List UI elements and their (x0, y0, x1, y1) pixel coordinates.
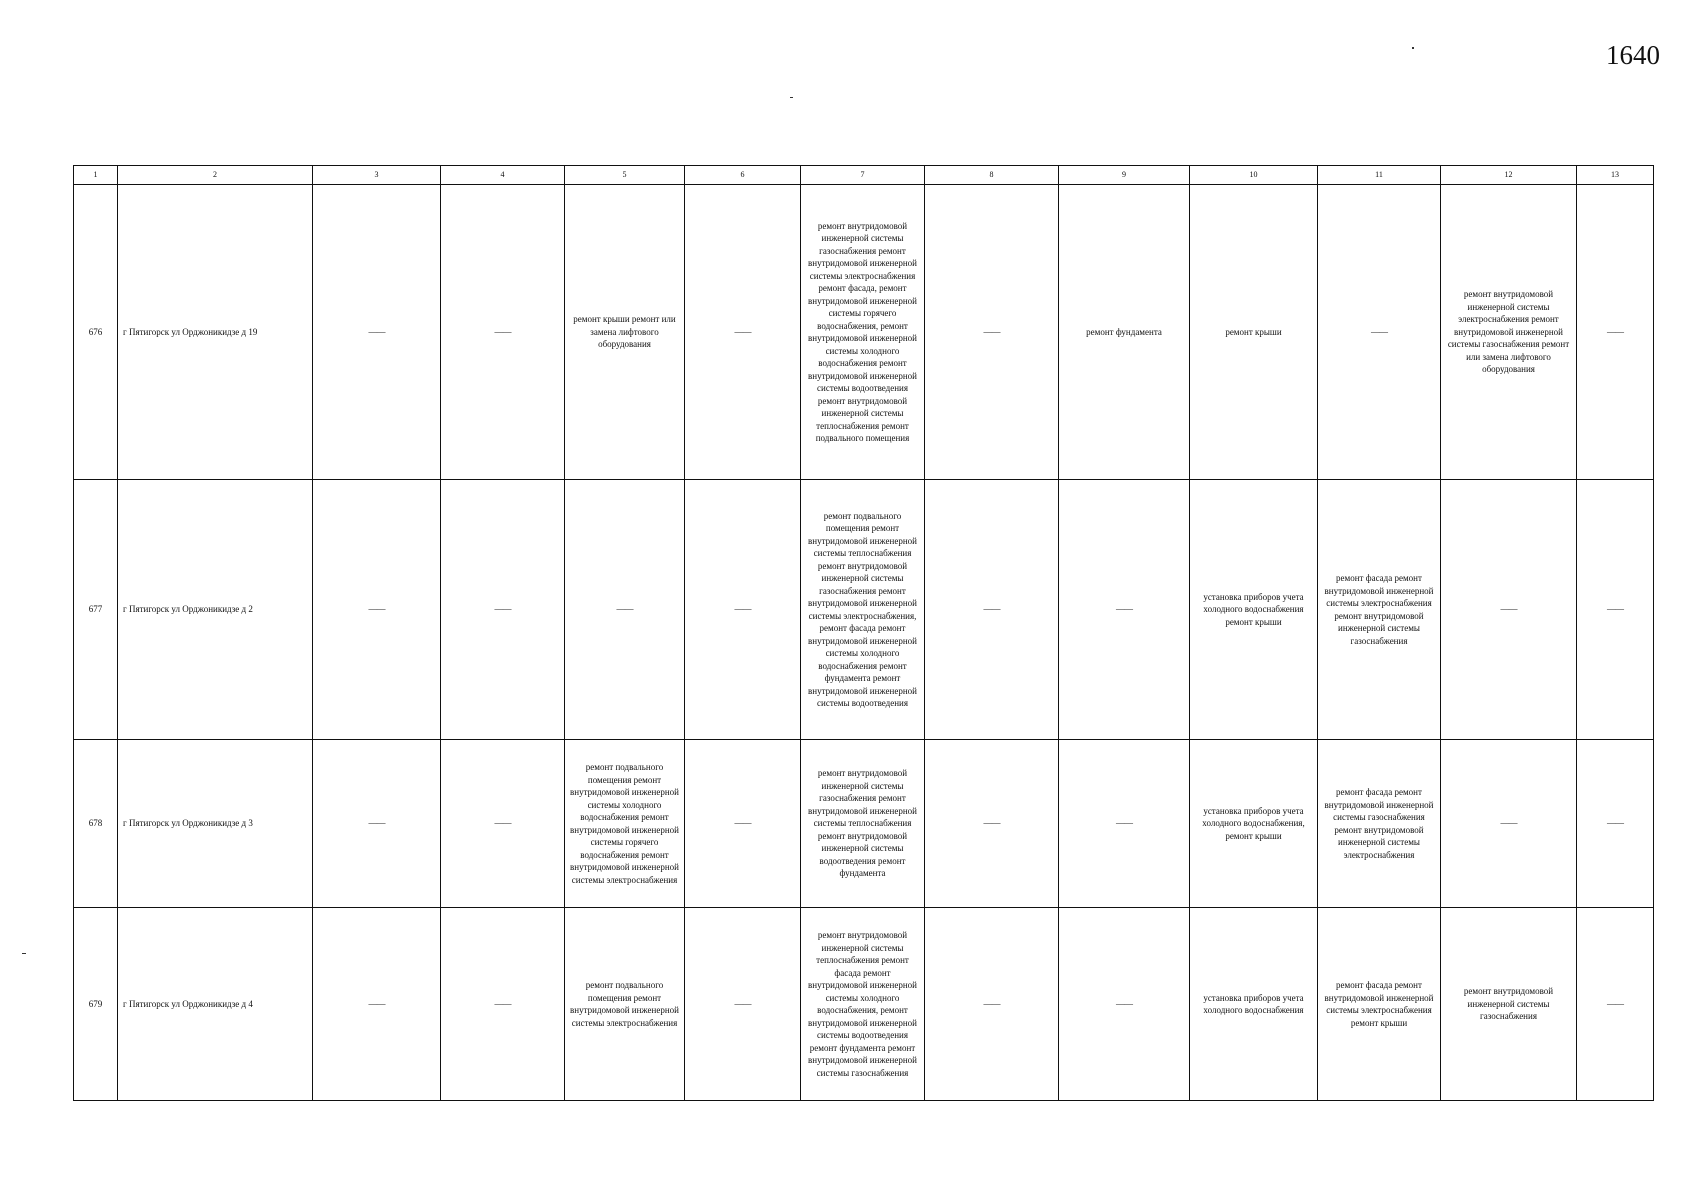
cell-col5: —— (565, 480, 685, 740)
cell-col10: ремонт крыши (1190, 185, 1318, 480)
cell-col6: —— (685, 908, 801, 1101)
table-row (74, 740, 1654, 908)
scan-speck (790, 97, 793, 98)
table-row (74, 908, 1654, 1101)
column-number: 12 (1441, 166, 1577, 185)
cell-col3: —— (313, 740, 441, 908)
cell-col10: установка приборов учета холодного водоснабжения, ремонт крыши (1190, 740, 1318, 908)
scan-speck (1412, 47, 1414, 49)
cell-col4: —— (441, 908, 565, 1101)
row-number: 676 (74, 185, 118, 480)
cell-col6: —— (685, 740, 801, 908)
cell-col11: ремонт фасада ремонт внутридомовой инженерной системы газоснабжения ремонт внутридомовой инженерной системы электроснабжения (1318, 740, 1441, 908)
cell-col7: ремонт внутридомовой инженерной системы теплоснабжения ремонт фасада ремонт внутридомовой инженерной системы холодного водоснабжения, ремонт внутридомовой инженерной системы водоотведения ремонт фундамента ремонт внутридомовой инженерной системы газоснабжения (801, 908, 925, 1101)
register-table (73, 165, 1654, 1101)
column-number: 1 (74, 166, 118, 185)
column-number: 13 (1577, 166, 1654, 185)
cell-col11: —— (1318, 185, 1441, 480)
column-number: 2 (118, 166, 313, 185)
row-number: 678 (74, 740, 118, 908)
cell-col8: —— (925, 185, 1059, 480)
cell-col11: ремонт фасада ремонт внутридомовой инженерной системы электроснабжения ремонт крыши (1318, 908, 1441, 1101)
cell-col6: —— (685, 480, 801, 740)
cell-col9: —— (1059, 908, 1190, 1101)
column-number: 4 (441, 166, 565, 185)
cell-col3: —— (313, 185, 441, 480)
address-cell: г Пятигорск ул Орджоникидзе д 3 (118, 740, 313, 908)
address-cell: г Пятигорск ул Орджоникидзе д 19 (118, 185, 313, 480)
cell-col10: установка приборов учета холодного водоснабжения ремонт крыши (1190, 480, 1318, 740)
cell-col13: —— (1577, 185, 1654, 480)
column-number-row (74, 166, 1654, 185)
row-number: 679 (74, 908, 118, 1101)
cell-col6: —— (685, 185, 801, 480)
cell-col5: ремонт крыши ремонт или замена лифтового оборудования (565, 185, 685, 480)
cell-col3: —— (313, 480, 441, 740)
cell-col12: —— (1441, 480, 1577, 740)
cell-col9: ремонт фундамента (1059, 185, 1190, 480)
cell-col12: ремонт внутридомовой инженерной системы газоснабжения (1441, 908, 1577, 1101)
cell-col4: —— (441, 480, 565, 740)
column-number: 3 (313, 166, 441, 185)
cell-col9: —— (1059, 480, 1190, 740)
column-number: 11 (1318, 166, 1441, 185)
cell-col8: —— (925, 480, 1059, 740)
cell-col4: —— (441, 185, 565, 480)
cell-col7: ремонт подвального помещения ремонт внутридомовой инженерной системы теплоснабжения ремонт внутридомовой инженерной системы газоснабжения ремонт внутридомовой инженерной системы электроснабжения, ремонт фасада ремонт внутридомовой инженерной системы холодного водоснабжения ремонт фундамента ремонт внутридомовой инженерной системы водоотведения (801, 480, 925, 740)
column-number: 10 (1190, 166, 1318, 185)
cell-col11: ремонт фасада ремонт внутридомовой инженерной системы электроснабжения ремонт внутридомовой инженерной системы газоснабжения (1318, 480, 1441, 740)
cell-col4: —— (441, 740, 565, 908)
cell-col10: установка приборов учета холодного водоснабжения (1190, 908, 1318, 1101)
cell-col3: —— (313, 908, 441, 1101)
cell-col12: ремонт внутридомовой инженерной системы электроснабжения ремонт внутридомовой инженерной системы газоснабжения ремонт или замена лифтового оборудования (1441, 185, 1577, 480)
scan-speck (22, 953, 26, 954)
address-cell: г Пятигорск ул Орджоникидзе д 2 (118, 480, 313, 740)
cell-col5: ремонт подвального помещения ремонт внутридомовой инженерной системы электроснабжения (565, 908, 685, 1101)
cell-col9: —— (1059, 740, 1190, 908)
cell-col13: —— (1577, 908, 1654, 1101)
cell-col12: —— (1441, 740, 1577, 908)
table-row (74, 480, 1654, 740)
column-number: 9 (1059, 166, 1190, 185)
column-number: 8 (925, 166, 1059, 185)
address-cell: г Пятигорск ул Орджоникидзе д 4 (118, 908, 313, 1101)
cell-col8: —— (925, 908, 1059, 1101)
column-number: 5 (565, 166, 685, 185)
cell-col13: —— (1577, 740, 1654, 908)
cell-col7: ремонт внутридомовой инженерной системы газоснабжения ремонт внутридомовой инженерной системы теплоснабжения ремонт внутридомовой инженерной системы водоотведения ремонт фундамента (801, 740, 925, 908)
column-number: 7 (801, 166, 925, 185)
cell-col7: ремонт внутридомовой инженерной системы газоснабжения ремонт внутридомовой инженерной системы электроснабжения ремонт фасада, ремонт внутридомовой инженерной системы горячего водоснабжения, ремонт внутридомовой инженерной системы холодного водоснабжения ремонт внутридомовой инженерной системы водоотведения ремонт внутридомовой инженерной системы теплоснабжения ремонт подвального помещения (801, 185, 925, 480)
cell-col5: ремонт подвального помещения ремонт внутридомовой инженерной системы холодного водоснабжения ремонт внутридомовой инженерной системы горячего водоснабжения ремонт внутридомовой инженерной системы электроснабжения (565, 740, 685, 908)
column-number: 6 (685, 166, 801, 185)
row-number: 677 (74, 480, 118, 740)
cell-col13: —— (1577, 480, 1654, 740)
page-number: 1640 (1606, 40, 1660, 70)
cell-col8: —— (925, 740, 1059, 908)
table-row (74, 185, 1654, 480)
